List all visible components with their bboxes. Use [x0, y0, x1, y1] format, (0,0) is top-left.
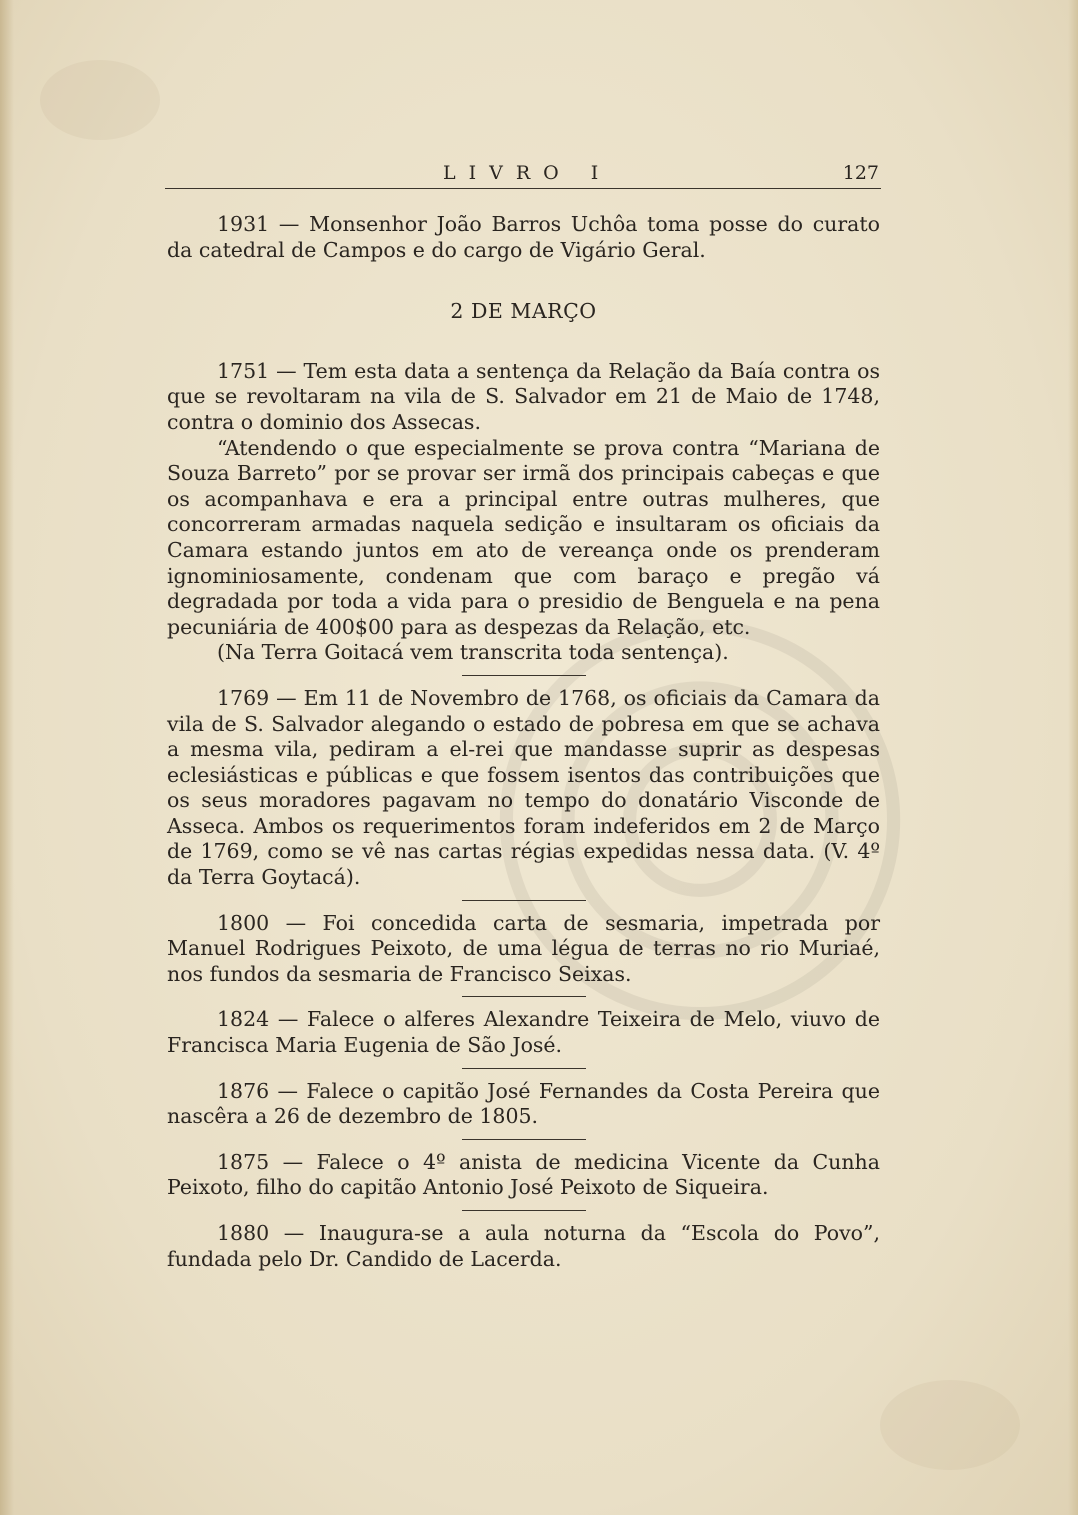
dated-entry	[167, 359, 880, 666]
entry-paragraph: (Na Terra Goitacá vem transcrita toda sentença).	[217, 640, 729, 665]
entry-paragraph: “Atendendo o que especialmente se prova contra “Mariana de Souza Barreto” por se provar ser irmã dos principais cabeças e que os acompanhava e era a principal entre outras mulheres, que concorreram armadas naquela sedição e insultaram os oficiais da Camara estando juntos em ato de vereança onde os prenderam ignominiosamente, condenam que com baraço e pregão vá degradada por toda a vida para o presidio de Benguela e na pena pecuniária de 400$00 para as despezas da Relação, etc.	[167, 435, 880, 639]
entry-paragraph: 1824 — Falece o alferes Alexandre Teixeira de Melo, viuvo de Francisca Maria Eugenia de São José.	[167, 1007, 880, 1058]
entry-separator	[462, 1139, 586, 1140]
page-edge-shadow-right	[1068, 0, 1078, 1515]
entry-paragraph: 1875 — Falece o 4º anista de medicina Vicente da Cunha Peixoto, filho do capitão Antonio José Peixoto de Siqueira.	[167, 1149, 880, 1200]
paper-stain	[40, 60, 160, 140]
dated-entries	[167, 359, 880, 1272]
page-body	[167, 212, 880, 1272]
dated-entry	[167, 1221, 880, 1272]
entry-separator	[462, 1068, 586, 1069]
running-header	[165, 160, 881, 186]
running-title: LIVRO I	[443, 162, 612, 184]
entry-paragraph: 1880 — Inaugura-se a aula noturna da “Escola do Povo”, fundada pelo Dr. Candido de Lacerda.	[167, 1221, 880, 1271]
entries-before-section	[167, 212, 880, 263]
entry-paragraph: 1751 — Tem esta data a sentença da Relação da Baía contra os que se revoltaram na vila de S. Salvador em 21 de Maio de 1748, contra o dominio dos Assecas.	[167, 358, 880, 434]
entry-separator	[462, 900, 586, 901]
dated-entry	[167, 911, 880, 988]
entry-separator	[462, 1210, 586, 1211]
section-title: 2 DE MARÇO	[450, 299, 597, 324]
entry-paragraph: 1931 — Monsenhor João Barros Uchôa toma posse do curato da catedral de Campos e do cargo de Vigário Geral.	[167, 212, 880, 262]
entry-separator	[462, 675, 586, 676]
header-rule	[165, 188, 881, 189]
page-number: 127	[842, 162, 879, 184]
entry-paragraph: 1876 — Falece o capitão José Fernandes da Costa Pereira que nascêra a 26 de dezembro de 1805.	[167, 1078, 880, 1129]
entry-paragraph: 1769 — Em 11 de Novembro de 1768, os oficiais da Camara da vila de S. Salvador alegando o estado de pobresa em que se achava a mesma vila, pediram a el-rei que mandasse suprir as despesas eclesiásticas e públicas e que fossem isentos das contribuições que os seus moradores pagavam no tempo do donatário Visconde de Asseca. Ambos os requerimentos foram indeferidos em 2 de Março de 1769, como se vê nas cartas régias expedidas nessa data. (V. 4º da Terra Goytacá).	[167, 685, 880, 890]
dated-entry	[167, 1007, 880, 1058]
entry-separator	[462, 996, 586, 997]
dated-entry	[167, 686, 880, 891]
paper-stain	[880, 1380, 1020, 1470]
dated-entry	[167, 1150, 880, 1201]
entry-paragraph: 1800 — Foi concedida carta de sesmaria, impetrada por Manuel Rodrigues Peixoto, de uma légua de terras no rio Muriaé, nos fundos da sesmaria de Francisco Seixas.	[167, 910, 880, 986]
page-edge-shadow-left	[0, 0, 14, 1515]
dated-entry	[167, 1079, 880, 1130]
dated-entry	[167, 212, 880, 263]
